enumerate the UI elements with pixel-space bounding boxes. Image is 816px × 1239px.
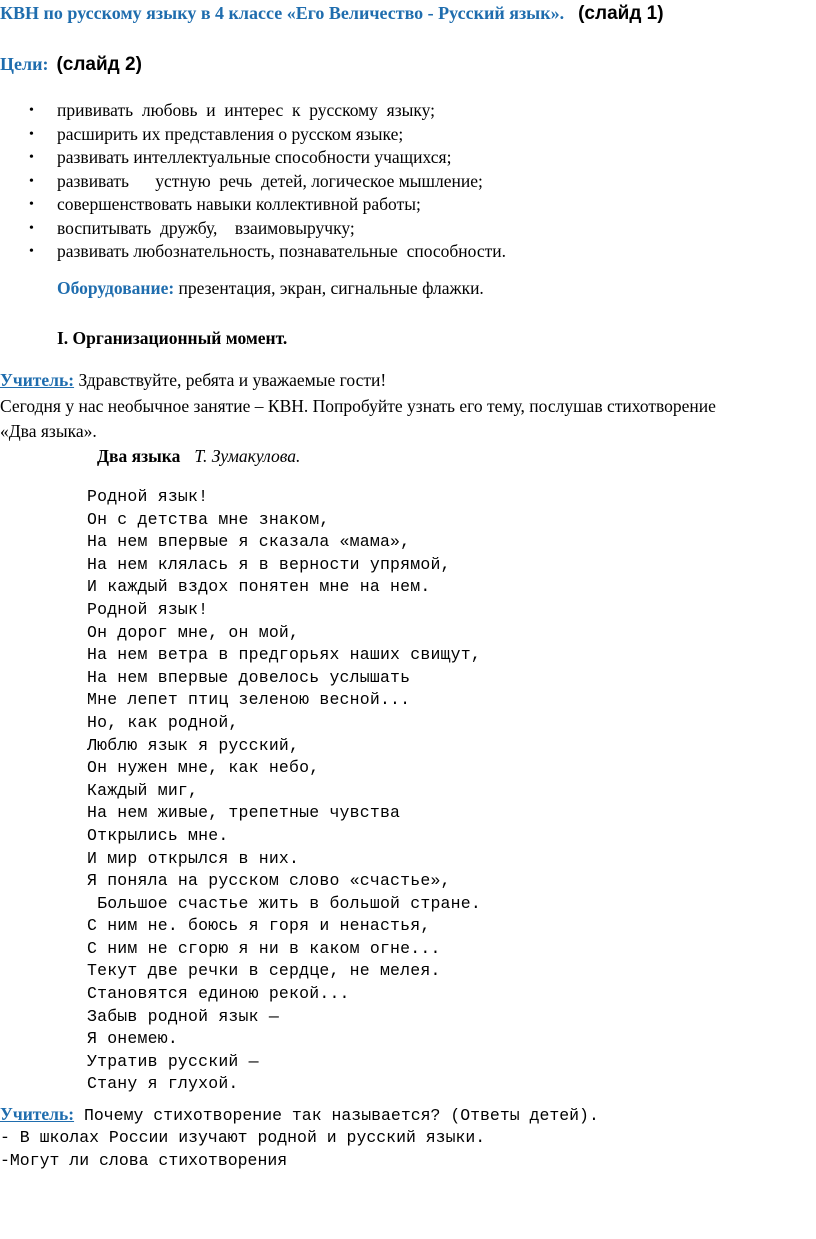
- poem-line: На нем впервые я сказала «мама»,: [87, 532, 411, 552]
- intro-paragraph-line: Сегодня у нас необычное занятие – КВН. Попробуйте узнать его тему, послушав стихотворение: [0, 396, 716, 416]
- poem-line: Родной язык!: [87, 599, 209, 619]
- question-line: -Могут ли слова стихотворения: [0, 1151, 288, 1170]
- poem-line: На нем впервые довелось услышать: [87, 667, 411, 687]
- poem-line: На нем ветра в предгорьях наших свищут,: [87, 645, 481, 665]
- goal-item: • развивать устную речь детей, логическое мышление;: [0, 170, 506, 194]
- poem-line: Каждый миг,: [87, 780, 199, 800]
- document-title: [0, 3, 664, 25]
- poem-line: Я поняла на русском слово «счастье»,: [87, 871, 451, 891]
- poem-author: Т. Зумакулова.: [194, 446, 301, 466]
- answer-line: - В школах России изучают родной и русский языки.: [0, 1128, 486, 1147]
- poem-line: На нем живые, трепетные чувства: [87, 803, 401, 823]
- poem-line: Становятся единою рекой...: [87, 984, 350, 1004]
- equipment-line: [57, 278, 484, 299]
- poem-line: Но, как родной,: [87, 712, 239, 732]
- poem-line: Забыв родной язык —: [87, 1006, 279, 1026]
- teacher-label: Учитель:: [0, 370, 75, 390]
- intro-paragraph-line: «Два языка».: [0, 421, 97, 441]
- poem-line: Люблю язык я русский,: [87, 735, 300, 755]
- poem-line: Он с детства мне знаком,: [87, 509, 330, 529]
- poem-heading: [97, 446, 300, 467]
- poem-title: Два языка: [97, 446, 181, 466]
- poem-line: Утратив русский —: [87, 1051, 259, 1071]
- teacher-line-2: [0, 1104, 599, 1125]
- teacher-line-1: [0, 370, 386, 391]
- poem-line: Он нужен мне, как небо,: [87, 758, 320, 778]
- poem-line: Стану я глухой.: [87, 1074, 239, 1094]
- goals-slide-ref: (слайд 2): [56, 54, 142, 75]
- poem-line: Большое счастье жить в большой стране.: [87, 893, 481, 913]
- goal-item: • прививать любовь и интерес к русскому языку;: [0, 99, 506, 123]
- goals-list: [0, 99, 506, 264]
- goal-item: • развивать интеллектуальные способности учащихся;: [0, 146, 506, 170]
- title-text: КВН по русскому языку в 4 классе «Его Величество - Русский язык».: [0, 3, 565, 23]
- poem-line: На нем клялась я в верности упрямой,: [87, 554, 451, 574]
- equipment-text: презентация, экран, сигнальные флажки.: [174, 278, 484, 298]
- poem-line: С ним не сгорю я ни в каком огне...: [87, 938, 441, 958]
- equipment-label: Оборудование:: [57, 278, 175, 298]
- title-slide-ref: (слайд 1): [578, 3, 664, 24]
- teacher-text: Здравствуйте, ребята и уважаемые гости!: [74, 370, 387, 390]
- poem-line: Я онемею.: [87, 1029, 178, 1049]
- goal-item: • воспитывать дружбу, взаимовыручку;: [0, 217, 506, 241]
- poem-line: Мне лепет птиц зеленою весной...: [87, 690, 411, 710]
- poem-line: Родной язык!: [87, 487, 209, 506]
- goals-heading: [0, 54, 142, 76]
- poem-line: Текут две речки в сердце, не мелея.: [87, 961, 441, 981]
- goal-item: • расширить их представления о русском языке;: [0, 123, 506, 147]
- poem-line: И каждый вздох понятен мне на нем.: [87, 577, 431, 597]
- poem-line: С ним не. боюсь я горя и ненастья,: [87, 916, 431, 936]
- goals-label: Цели:: [0, 54, 49, 74]
- poem-line: Открылись мне.: [87, 825, 229, 845]
- poem-body: [87, 486, 481, 1096]
- goal-item: • совершенствовать навыки коллективной работы;: [0, 193, 506, 217]
- section-heading-org-moment: I. Организационный момент.: [57, 328, 288, 348]
- poem-line: И мир открылся в них.: [87, 848, 300, 868]
- goal-item: • развивать любознательность, познавательные способности.: [0, 240, 506, 264]
- teacher-label: Учитель:: [0, 1104, 75, 1124]
- poem-line: Он дорог мне, он мой,: [87, 622, 300, 642]
- teacher-text: Почему стихотворение так называется? (Ответы детей).: [74, 1106, 599, 1125]
